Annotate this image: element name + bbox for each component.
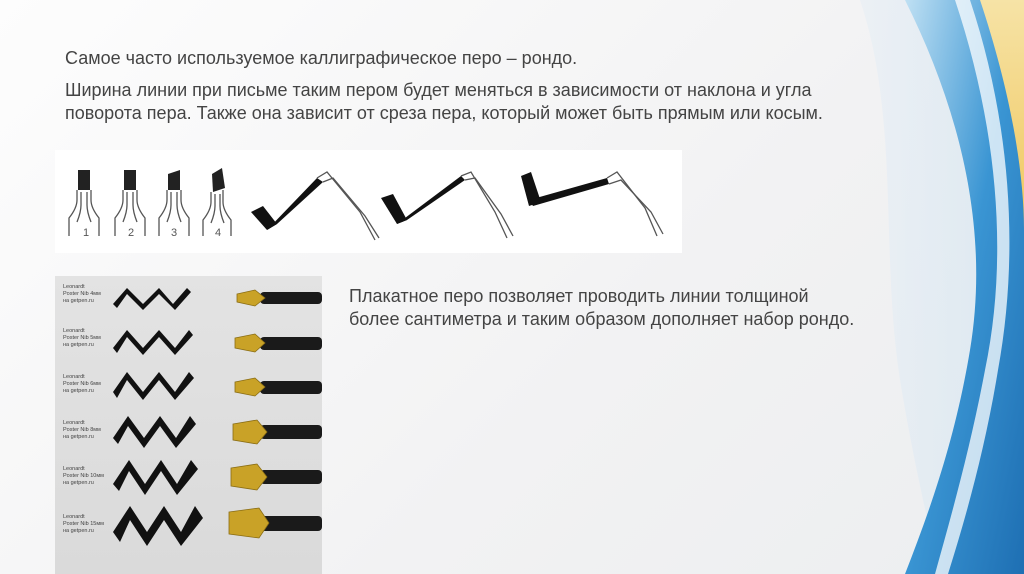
- nib-label-6mm: Leonardt Poster Nib 6мм на getpen.ru: [63, 374, 101, 394]
- nib-diagram: [55, 150, 682, 253]
- nib-number-4: 4: [215, 227, 222, 239]
- zigzag-10mm: [113, 460, 198, 495]
- stroke-example-3: [521, 172, 663, 236]
- nib-label-4mm: Leonardt Poster Nib 4мм на getpen.ru: [63, 284, 101, 304]
- pen-holders: [260, 292, 322, 531]
- zigzag-5mm: [113, 330, 193, 355]
- stroke-example-2: [381, 172, 513, 238]
- nib-number-2: 2: [128, 227, 135, 239]
- nib-number-3: 3: [171, 227, 178, 239]
- description-text: Ширина линии при письме таким пером будет меняться в зависимости от наклона и угла поворота пера. Также она зависит от среза пера, который может быть прямым или косым.: [65, 80, 823, 123]
- nib-label-10mm: Leonardt Poster Nib 10мм на getpen.ru: [63, 466, 104, 486]
- zigzag-6mm: [113, 372, 194, 400]
- intro-text: Самое часто используемое каллиграфическое перо – рондо.: [65, 48, 578, 68]
- zigzag-4mm: [113, 288, 191, 310]
- stroke-example-1: [251, 172, 379, 240]
- poster-nib-text: Плакатное перо позволяет проводить линии толщиной более сантиметра и таким образом дополняет набор рондо.: [349, 286, 855, 329]
- poster-nibs-photo: [55, 276, 322, 574]
- zigzag-8mm: [113, 416, 196, 448]
- nib-number-1: 1: [83, 227, 90, 239]
- nib-label-15mm: Leonardt Poster Nib 15мм на getpen.ru: [63, 514, 104, 534]
- gold-nibs: [229, 290, 269, 538]
- zigzag-15mm: [113, 506, 203, 546]
- nib-label-5mm: Leonardt Poster Nib 5мм на getpen.ru: [63, 328, 101, 348]
- nib-label-8mm: Leonardt Poster Nib 8мм на getpen.ru: [63, 420, 101, 440]
